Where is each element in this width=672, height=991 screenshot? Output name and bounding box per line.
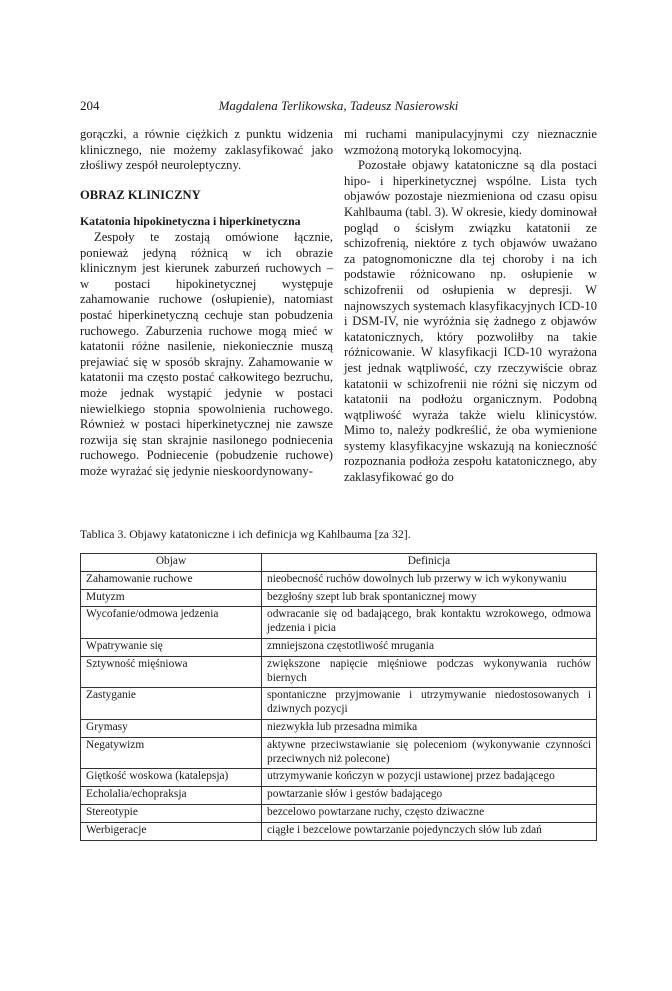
- symptom-cell: Echolalia/echopraksja: [81, 787, 262, 805]
- definition-cell: aktywne przeciwstawianie się poleceniom (wykonywanie czynności przeciwnych niż polecone): [262, 737, 597, 769]
- table-row: [81, 607, 597, 639]
- table-row: [81, 804, 597, 822]
- definition-cell: ciągłe i bezcelowe powtarzanie pojedynczych słów lub zdań: [262, 822, 597, 840]
- definition-cell: zwiększone napięcie mięśniowe podczas wykonywania ruchów biernych: [262, 656, 597, 688]
- table-row: [81, 571, 597, 589]
- symptom-cell: Giętkość woskowa (katalepsja): [81, 769, 262, 787]
- symptom-cell: Zahamowanie ruchowe: [81, 571, 262, 589]
- paragraph: mi ruchami manipulacyjnymi czy nieznacznie wzmożoną motoryką lokomocyjną.: [344, 127, 597, 157]
- left-column: [80, 127, 333, 479]
- section-heading: OBRAZ KLINICZNY: [80, 187, 201, 202]
- paragraph: Zespoły te zostają omówione łącznie, ponieważ jedyną różnicą w ich obrazie klinicznym jest kierunek zaburzeń ruchowych – w postaci hipokinetycznej występuje zahamowanie ruchowe (osłupienie), natomiast postać hiperkinetyczną cechuje stan pobudzenia ruchowego. Zaburzenia ruchowe mogą mieć w katatonii różne nasilenie, niekoniecznie muszą prejawiać się w sposób skrajny. Zahamowanie w katatonii ma często postać całkowitego bezruchu, może jednak wystąpić jedynie w postaci niewielkiego stopnia spowolnienia ruchowego. Również w postaci hiperkinetycznej nie zawsze rozwija się stan skrajnie nasilonego podniecenia ruchowego. Podniecenie (pobudzenie ruchowe) może wyrażać się jedynie nieskoordynowany-: [80, 229, 333, 478]
- column-header: Definicja: [262, 554, 597, 572]
- column-header: Objaw: [81, 554, 262, 572]
- table-row: [81, 638, 597, 656]
- table-row: [81, 589, 597, 607]
- definition-cell: zmniejszona częstotliwość mrugania: [262, 638, 597, 656]
- table-row: [81, 787, 597, 805]
- symptom-cell: Grymasy: [81, 719, 262, 737]
- table-row: [81, 719, 597, 737]
- definition-cell: powtarzanie słów i gestów badającego: [262, 787, 597, 805]
- definition-cell: odwracanie się od badającego, brak kontaktu wzrokowego, odmowa jedzenia i picia: [262, 607, 597, 639]
- subheading: Katatonia hipokinetyczna i hiperkinetyczna: [80, 214, 301, 229]
- table-row: [81, 769, 597, 787]
- symptom-cell: Stereotypie: [81, 804, 262, 822]
- symptom-cell: Mutyzm: [81, 589, 262, 607]
- table-row: [81, 688, 597, 720]
- definition-cell: bezcelowo powtarzane ruchy, często dziwaczne: [262, 804, 597, 822]
- table-row: [81, 822, 597, 840]
- table-row: [81, 737, 597, 769]
- definition-cell: utrzymywanie kończyn w pozycji ustawionej przez badającego: [262, 769, 597, 787]
- table-row: [81, 656, 597, 688]
- page-number: 204: [80, 98, 100, 113]
- table-caption: Tablica 3. Objawy katatoniczne i ich definicja wg Kahlbauma [za 32].: [80, 527, 411, 541]
- symptom-cell: Werbigeracje: [81, 822, 262, 840]
- symptom-cell: Sztywność mięśniowa: [81, 656, 262, 688]
- symptom-cell: Wycofanie/odmowa jedzenia: [81, 607, 262, 639]
- table-header-row: [81, 554, 597, 572]
- definition-cell: niezwykła lub przesadna mimika: [262, 719, 597, 737]
- definition-cell: nieobecność ruchów dowolnych lub przerwy w ich wykonywaniu: [262, 571, 597, 589]
- paragraph: Pozostałe objawy katatoniczne są dla postaci hipo- i hiperkinetycznej wspólne. Lista tych objawów pozostaje niezmieniona od czasu opisu Kahlbauma (tabl. 3). W okresie, kiedy dominował pogląd o ścisłym związku katatonii ze schizofrenią, niektóre z tych objawów uważano za patognomoniczne dla tej choroby i na ich podstawie różnicowano np. osłupienie w schizofrenii od osłupienia w depresji. W najnowszych systemach klasyfikacyjnych ICD-10 i DSM-IV, nie wyróżnia się żadnego z objawów katatonicznych, który pozwoliłby na takie różnicowanie. W klasyfikacji ICD-10 wyrażona jest jednak wątpliwość, czy rzeczywiście obraz katatonii w schizofrenii nie różni się niczym od katatonii na podłożu organicznym. Podobną wątpliwość wyraża także wielu klinicystów. Mimo to, należy podkreślić, że oba wymienione systemy klasyfikacyjne wskazują na konieczność rozpoznania podłoża zespołu katatonicznego, aby zaklasyfikować go do: [344, 158, 597, 485]
- symptoms-table: [80, 553, 597, 841]
- definition-cell: bezgłośny szept lub brak spontanicznej mowy: [262, 589, 597, 607]
- right-column: [344, 127, 597, 486]
- symptom-cell: Negatywizm: [81, 737, 262, 769]
- symptom-cell: Zastyganie: [81, 688, 262, 720]
- definition-cell: spontaniczne przyjmowanie i utrzymywanie niedostosowanych i dziwnych pozycji: [262, 688, 597, 720]
- page-header: [80, 98, 597, 116]
- paragraph: gorączki, a równie ciężkich z punktu widzenia klinicznego, nie możemy zaklasyfikować jako złośliwy zespół neuroleptyczny.: [80, 127, 333, 173]
- running-title: Magdalena Terlikowska, Tadeusz Nasierowski: [218, 98, 459, 113]
- symptom-cell: Wpatrywanie się: [81, 638, 262, 656]
